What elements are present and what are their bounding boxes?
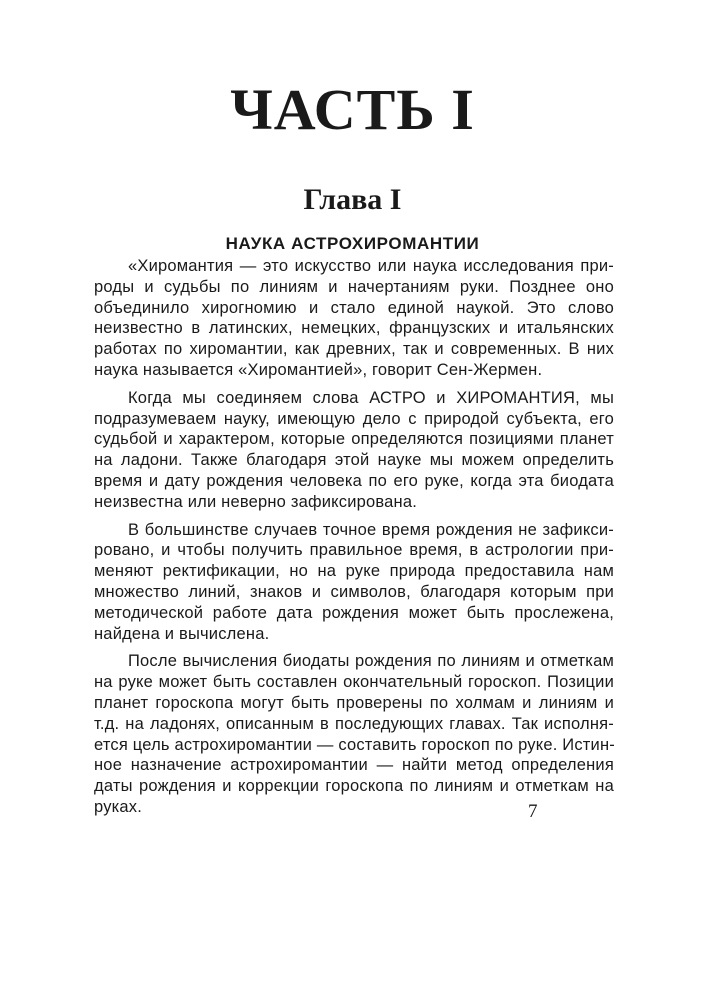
text-line: на ладони. Также благодаря этой науке мы можем определить <box>94 451 614 470</box>
body-text <box>94 256 614 825</box>
text-line: неизвестна или неверно зафиксирована. <box>94 492 418 511</box>
text-line: планет гороскопа могут быть проверены по холмам и линиям и <box>94 693 614 712</box>
text-line: Когда мы соединяем слова АСТРО и ХИРОМАНТИЯ, мы <box>128 388 614 407</box>
text-line: неизвестно в латинских, немецких, французских и итальянских <box>94 319 614 338</box>
text-line: роды и судьбы по линиям и начертаниям руки. Позднее оно <box>94 277 614 296</box>
text-line: «Хиромантия — это искусство или наука исследования при- <box>128 257 614 275</box>
text-line: методической работе дата рождения может быть прослежена, <box>94 603 614 622</box>
page-number: 7 <box>528 801 538 822</box>
paragraph-2 <box>94 388 614 513</box>
text-line: меняют ректификации, но на руке природа предоставила нам <box>94 562 614 581</box>
text-line: После вычисления биодаты рождения по линиям и отметкам <box>128 652 614 671</box>
text-line: судьбой и характером, которые определяются позициями планет <box>94 430 614 449</box>
text-line: даты рождения и коррекции гороскопа по линиям и отметкам на <box>94 777 614 796</box>
text-line: подразумеваем науку, имеющую дело с природой субъекта, его <box>94 409 614 428</box>
paragraph-1 <box>94 256 614 381</box>
text-line: множество линий, знаков и символов, благодаря которым при <box>94 582 614 601</box>
text-line: ровано, и чтобы получить правильное время, в астрологии при- <box>94 541 614 560</box>
text-line: т.д. на ладонях, описанным в последующих главах. Так исполня- <box>94 714 614 733</box>
text-line: ется цель астрохиромантии — составить гороскоп по руке. Истин- <box>94 735 615 754</box>
paragraph-3 <box>94 520 614 645</box>
text-line: время и дату рождения человека по его руке, когда эта биодата <box>94 471 614 490</box>
text-line: на руке может быть составлен окончательный гороскоп. Позиции <box>94 673 614 692</box>
text-line: объединило хирогномию и стало единой наукой. Это слово <box>94 298 614 317</box>
text-line: наука называется «Хиромантией», говорит Сен-Жермен. <box>94 360 543 379</box>
part-title: ЧАСТЬ I <box>230 77 475 142</box>
text-line: руках. <box>94 797 143 816</box>
text-line: работах по хиромантии, как древних, так и современных. В них <box>94 340 614 359</box>
chapter-title: Глава I <box>303 183 402 216</box>
paragraph-4 <box>94 651 614 817</box>
section-title: НАУКА АСТРОХИРОМАНТИИ <box>225 234 480 253</box>
text-line: найдена и вычислена. <box>94 624 270 643</box>
text-line: В большинстве случаев точное время рождения не зафикси- <box>128 520 614 539</box>
text-line: ное назначение астрохиромантии — найти метод определения <box>94 756 614 775</box>
